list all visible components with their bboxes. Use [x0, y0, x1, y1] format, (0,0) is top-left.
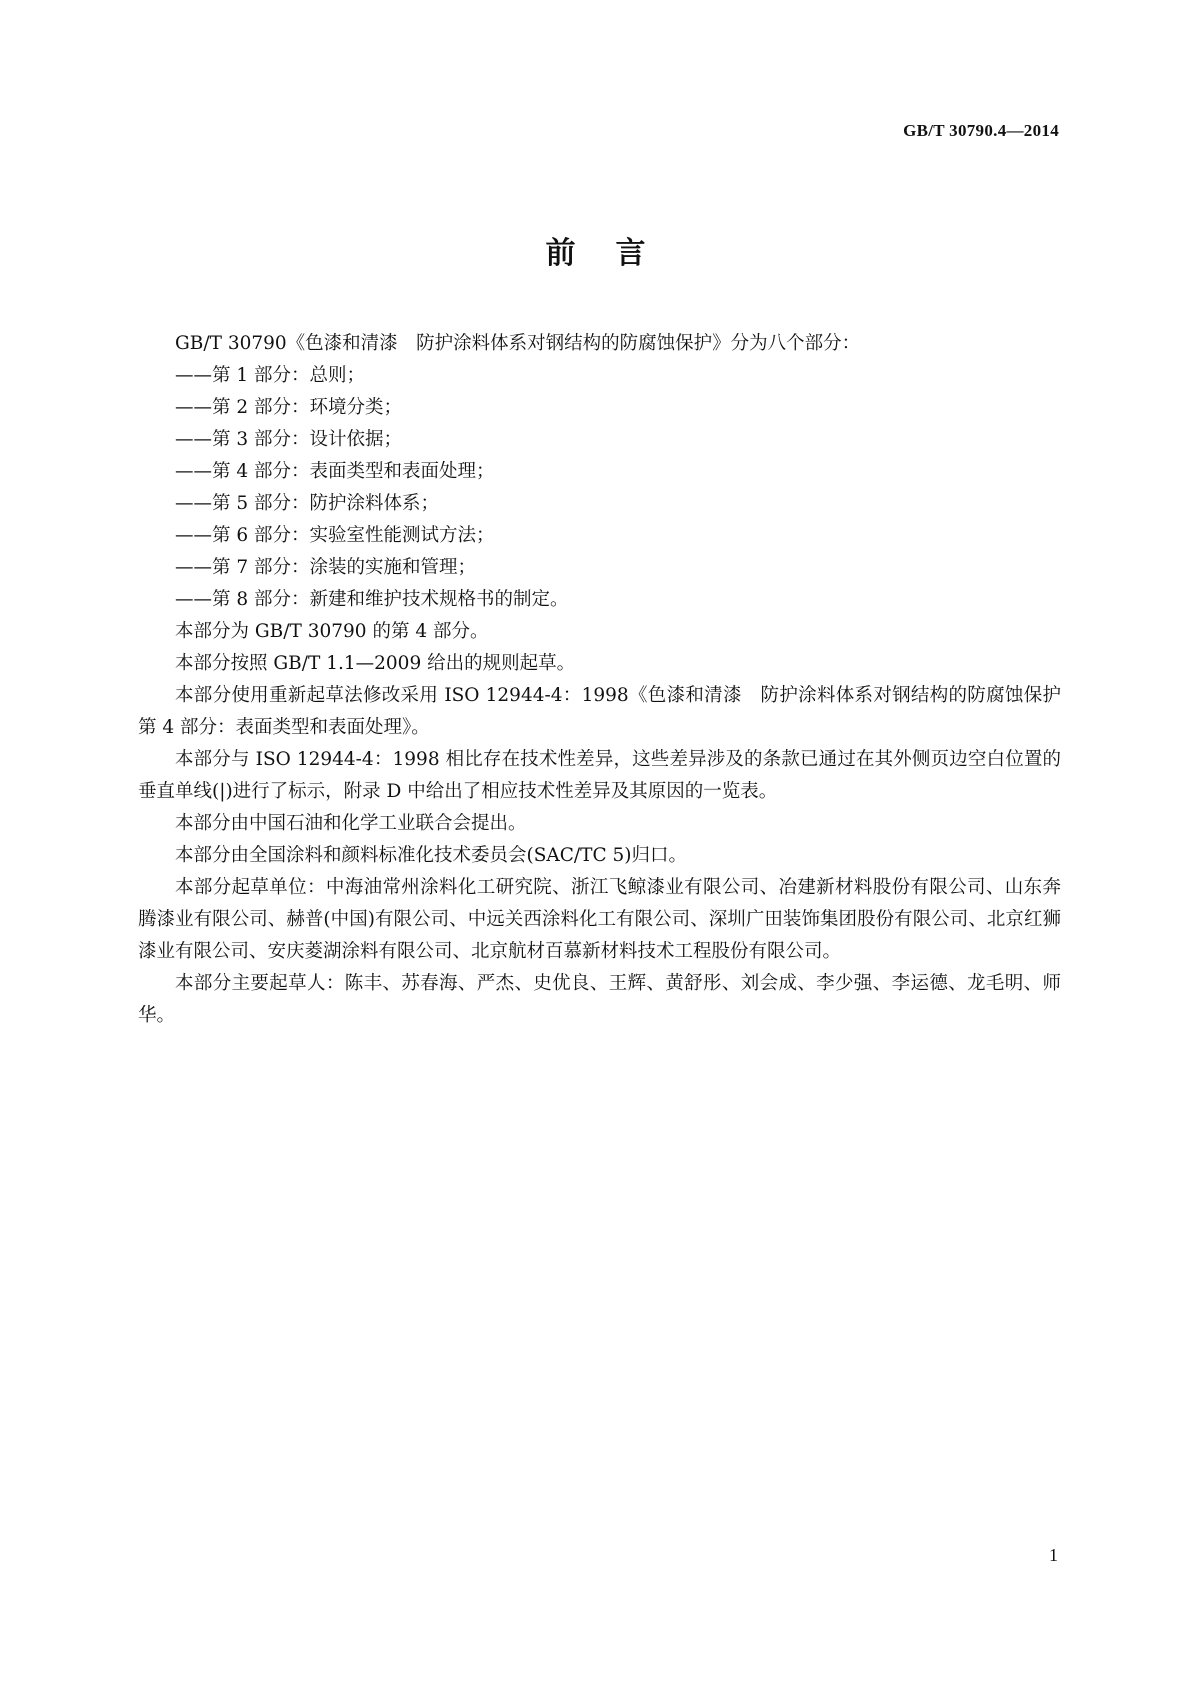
paragraph-adoption: 本部分使用重新起草法修改采用 ISO 12944-4：1998《色漆和清漆 防护涂料体系对钢结构的防腐蚀保护 第 4 部分：表面类型和表面处理》。: [138, 685, 1080, 738]
standard-number: GB/T 30790.4—2014: [903, 121, 1059, 140]
list-item: ——第 8 部分：新建和维护技术规格书的制定。: [175, 589, 569, 610]
paragraph-drafting-rules: 本部分按照 GB/T 1.1—2009 给出的规则起草。: [175, 653, 576, 674]
intro-paragraph: GB/T 30790《色漆和清漆 防护涂料体系对钢结构的防腐蚀保护》分为八个部分：: [175, 333, 861, 354]
page-title: 前言: [545, 236, 686, 271]
list-item: ——第 3 部分：设计依据；: [175, 429, 403, 450]
list-item: ——第 6 部分：实验室性能测试方法；: [175, 525, 495, 546]
paragraph-part-statement: 本部分为 GB/T 30790 的第 4 部分。: [175, 621, 489, 642]
list-item: ——第 5 部分：防护涂料体系；: [175, 493, 440, 514]
paragraph-committee: 本部分由全国涂料和颜料标准化技术委员会(SAC/TC 5)归口。: [175, 845, 688, 866]
parts-list: [138, 360, 1061, 616]
foreword-body: [138, 328, 1080, 1032]
list-item: ——第 2 部分：环境分类；: [175, 397, 403, 418]
list-item: ——第 4 部分：表面类型和表面处理；: [175, 461, 495, 482]
paragraph-technical-differences: 本部分与 ISO 12944-4：1998 相比存在技术性差异，这些差异涉及的条款已通过在其外侧页边空白位置的垂直单线(|)进行了标示，附录 D 中给出了相应技术性差异及其原因的一览表。: [138, 749, 1061, 802]
page-number: 1: [1049, 1545, 1058, 1565]
paragraph-drafting-units: 本部分起草单位：中海油常州涂料化工研究院、浙江飞鲸漆业有限公司、冶建新材料股份有限公司、山东奔腾漆业有限公司、赫普(中国)有限公司、中远关西涂料化工有限公司、深圳广田装饰集团股份有限公司、北京红狮漆业有限公司、安庆菱湖涂料有限公司、北京航材百慕新材料技术工程股份有限公司。: [138, 877, 1061, 962]
paragraph-drafters: 本部分主要起草人：陈丰、苏春海、严杰、史优良、王辉、黄舒彤、刘会成、李少强、李运德、龙毛明、师华。: [138, 973, 1061, 1026]
paragraph-proposer: 本部分由中国石油和化学工业联合会提出。: [175, 813, 527, 834]
list-item: ——第 1 部分：总则；: [175, 365, 366, 386]
list-item: ——第 7 部分：涂装的实施和管理；: [175, 557, 477, 578]
